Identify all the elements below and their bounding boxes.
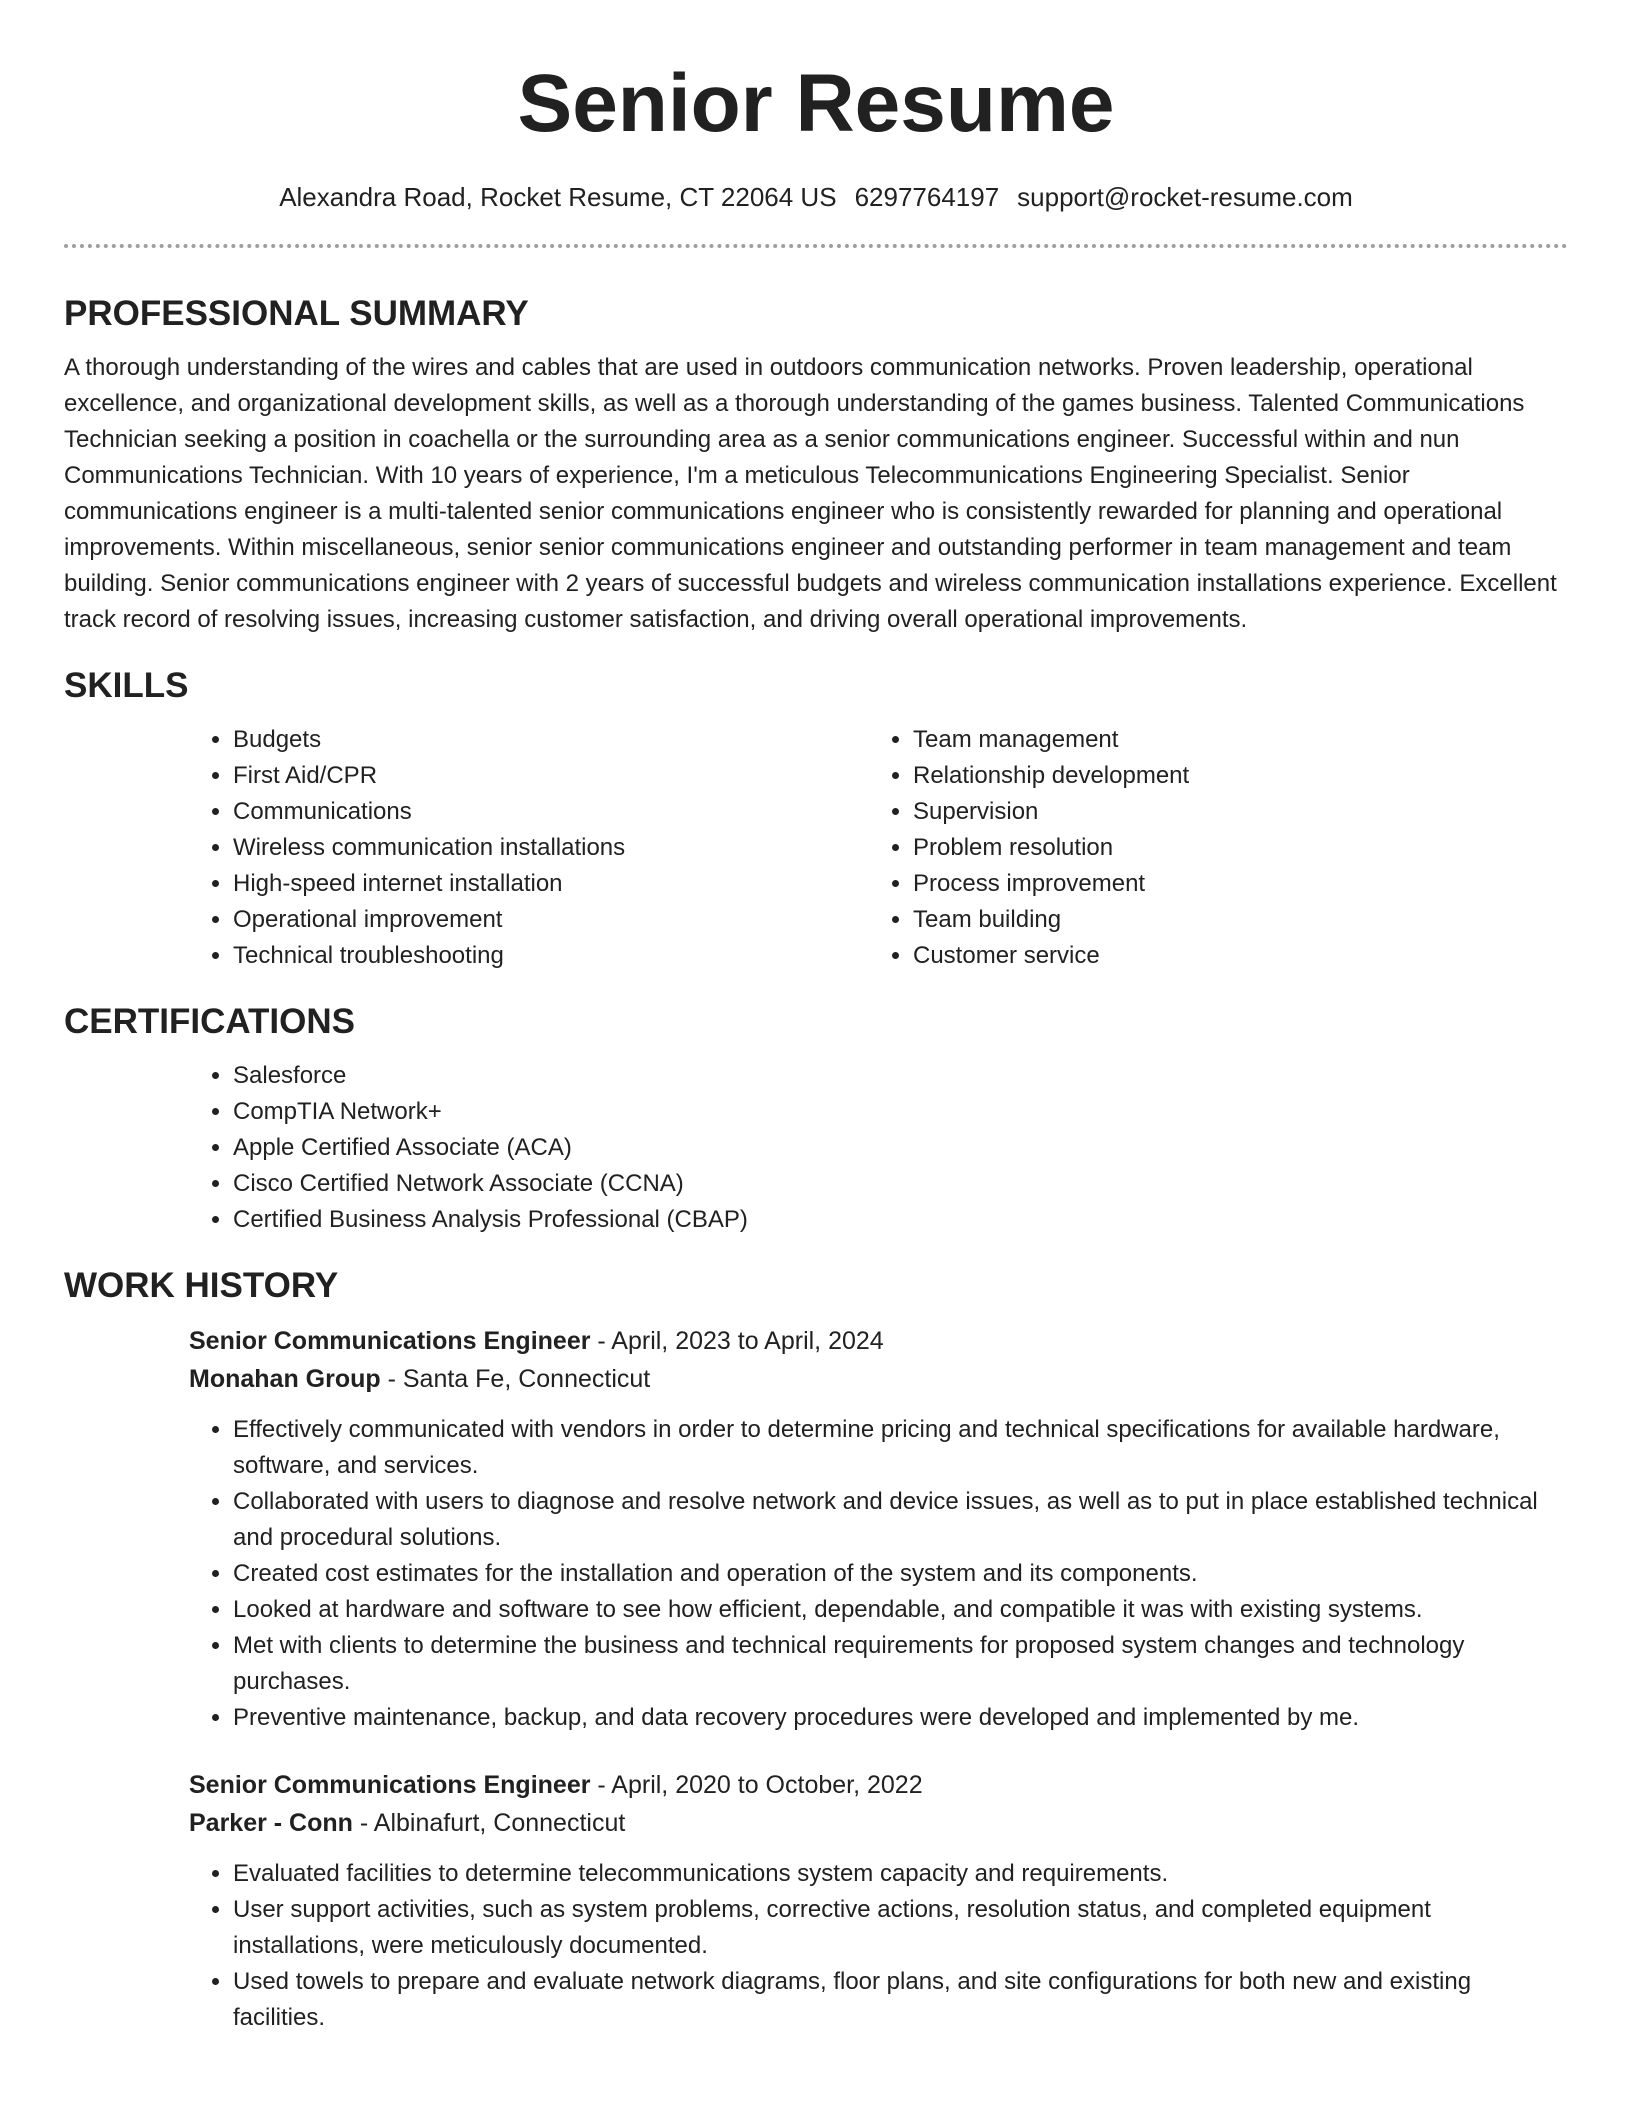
contact-address: Alexandra Road, Rocket Resume, CT 22064 US	[279, 182, 837, 212]
certifications-list	[189, 1058, 1568, 1238]
skills-section	[64, 664, 1568, 974]
skill-item: • Process improvement	[913, 866, 1549, 902]
skill-item: • Team building	[913, 902, 1549, 938]
work-history-heading: WORK HISTORY	[64, 1266, 339, 1305]
summary-text: A thorough understanding of the wires and cables that are used in outdoors communication networks. Proven leadership, operational excellence, and organizational development skills, as well as a thorough understanding of the games business. Talented Communications Technician seeking a position in coachella or the surrounding area as a senior communications engineer. Successful within and nun Communications Technician. With 10 years of experience, I'm a meticulous Telecommunications Engineering Specialist. Senior communications engineer is a multi-talented senior communications engineer who is consistently rewarded for planning and operational improvements. Within miscellaneous, senior senior communications engineer and outstanding performer in team management and team building. Senior communications engineer with 2 years of successful budgets and wireless communication installations experience. Excellent track record of resolving issues, increasing customer satisfaction, and driving overall operational improvements.	[64, 354, 1557, 633]
contact-phone: 6297764197	[854, 182, 1000, 212]
job-duties-list	[189, 1412, 1568, 1736]
skills-left-list	[189, 722, 869, 974]
job-location: - Albinafurt, Connecticut	[352, 1809, 626, 1837]
skills-right-list	[869, 722, 1549, 974]
job-entry	[189, 1322, 1568, 1736]
job-dates: - April, 2020 to October, 2022	[590, 1771, 923, 1799]
resume-page	[64, 0, 1568, 2036]
job-location: - Santa Fe, Connecticut	[380, 1365, 651, 1393]
job-duty: • Created cost estimates for the installation and operation of the system and its components.	[233, 1556, 1568, 1592]
job-duty: • Met with clients to determine the business and technical requirements for proposed system changes and technology purchases.	[233, 1628, 1568, 1700]
certification-item: • Cisco Certified Network Associate (CCNA)	[233, 1166, 1568, 1202]
skill-item: • Relationship development	[913, 758, 1549, 794]
job-title: Senior Communications Engineer	[189, 1771, 591, 1799]
header-divider	[64, 244, 1568, 248]
contact-line	[64, 180, 1568, 214]
skill-item: • Operational improvement	[233, 902, 869, 938]
summary-section	[64, 292, 1568, 638]
certification-item: • Certified Business Analysis Professional (CBAP)	[233, 1202, 1568, 1238]
job-title-line	[189, 1766, 1568, 1804]
skill-item: • Communications	[233, 794, 869, 830]
certifications-section	[64, 1000, 1568, 1238]
skills-columns	[189, 722, 1568, 974]
skill-item: • Customer service	[913, 938, 1549, 974]
work-history-section	[64, 1264, 1568, 2036]
certification-item: • CompTIA Network+	[233, 1094, 1568, 1130]
job-dates: - April, 2023 to April, 2024	[590, 1327, 884, 1355]
resume-name: Senior Resume	[517, 58, 1115, 149]
job-duties-list	[189, 1856, 1568, 2036]
job-duty: • Evaluated facilities to determine telecommunications system capacity and requirements.	[233, 1856, 1568, 1892]
job-title-line	[189, 1322, 1568, 1360]
skill-item: • Wireless communication installations	[233, 830, 869, 866]
certifications-heading: CERTIFICATIONS	[64, 1002, 356, 1041]
skill-item: • Technical troubleshooting	[233, 938, 869, 974]
skills-heading: SKILLS	[64, 666, 189, 705]
skill-item: • Budgets	[233, 722, 869, 758]
certifications-body	[189, 1058, 1568, 1238]
job-duty: • Effectively communicated with vendors in order to determine pricing and technical specifications for available hardware, software, and services.	[233, 1412, 1568, 1484]
job-company-line	[189, 1804, 1568, 1842]
job-company-line	[189, 1360, 1568, 1398]
skill-item: • High-speed internet installation	[233, 866, 869, 902]
job-entry	[189, 1766, 1568, 2036]
skill-item: • First Aid/CPR	[233, 758, 869, 794]
contact-email: support@rocket-resume.com	[1017, 182, 1353, 212]
job-company: Parker - Conn	[189, 1809, 353, 1837]
skill-item: • Supervision	[913, 794, 1549, 830]
job-duty: • Preventive maintenance, backup, and data recovery procedures were developed and implemented by me.	[233, 1700, 1568, 1736]
job-company: Monahan Group	[189, 1365, 381, 1393]
summary-heading: PROFESSIONAL SUMMARY	[64, 294, 529, 333]
skill-item: • Problem resolution	[913, 830, 1549, 866]
job-duty: • Used towels to prepare and evaluate network diagrams, floor plans, and site configurations for both new and existing facilities.	[233, 1964, 1568, 2036]
job-duty: • Collaborated with users to diagnose and resolve network and device issues, as well as to put in place established technical and procedural solutions.	[233, 1484, 1568, 1556]
job-duty: • User support activities, such as system problems, corrective actions, resolution status, and completed equipment installations, were meticulously documented.	[233, 1892, 1568, 1964]
jobs-list	[189, 1322, 1568, 2036]
skills-left-column	[189, 722, 869, 974]
certification-item: • Salesforce	[233, 1058, 1568, 1094]
skill-item: • Team management	[913, 722, 1549, 758]
certification-item: • Apple Certified Associate (ACA)	[233, 1130, 1568, 1166]
job-duty: • Looked at hardware and software to see how efficient, dependable, and compatible it was with existing systems.	[233, 1592, 1568, 1628]
job-title: Senior Communications Engineer	[189, 1327, 591, 1355]
skills-right-column	[869, 722, 1549, 974]
